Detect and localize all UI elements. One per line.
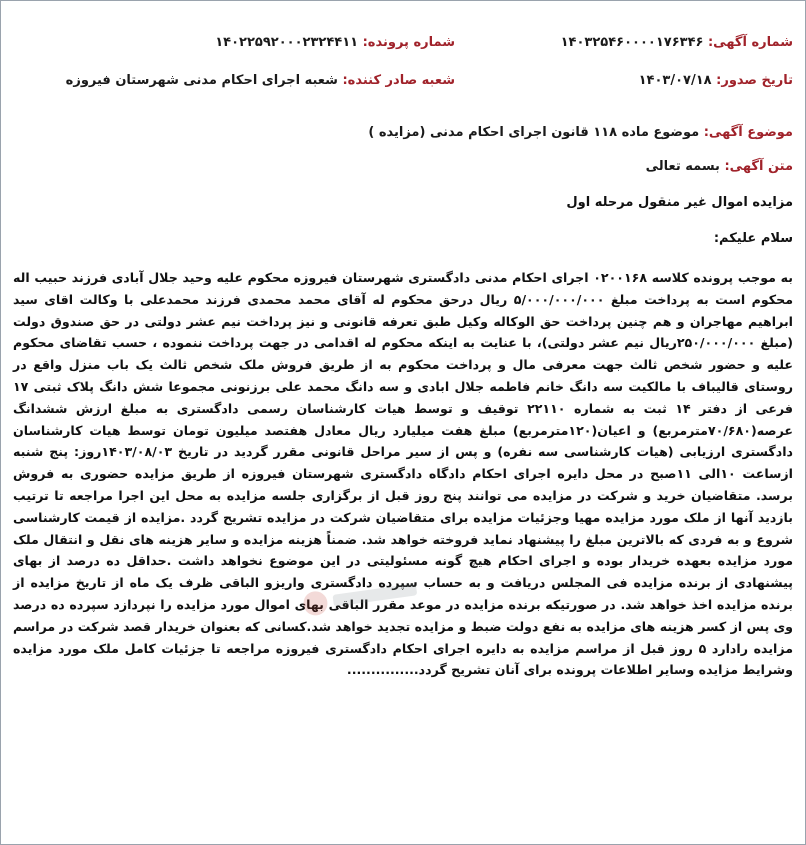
case-number-label: شماره پرونده: <box>362 35 455 50</box>
issue-date-row <box>639 73 793 88</box>
ad-body-text: به موجب پرونده کلاسه ۰۲۰۰۱۶۸ اجرای احکام مدنی دادگستری شهرستان فیروزه محکوم علیه وحید جلال آبادی فرزند حبیب اله محکوم است به پرداخت مبلغ ۵/۰۰۰/۰۰۰/۰۰۰ ریال درحق محکوم له آقای محمد محمدی فرزند محمدعلی با وکالت اقای سید ابراهیم مهاجران و هم چنین پرداخت حق الوکاله وکیل طبق تعرفه قانونی و نیز پرداخت نیم عشر دولتی در حق صندوق دولت (مبلغ ۲۵۰/۰۰۰/۰۰۰ریال نیم عشر دولتی)، با عنایت به اینکه محکوم له اقدامی در جهت پرداخت ننموده ، حسب تقاضای محکوم علیه و حضور شخص ثالث جهت معرفی مال و پرداخت محکوم به از طریق فروش ملک شخص ثالث یک باب منزل واقع در روستای قالیباف با مالکیت سه دانگ خانم فاطمه جلال ابادی و سه دانگ محمد علی برزنونی مجموعا شش دانگ پلاک ثبتی ۱۷ فرعی از دفتر ۱۴ ثبت به شماره ۲۲۱۱۰ توقیف و توسط هیات کارشناسان رسمی دادگستری به مبلغ ارزش ششدانگ عرصه(۷۰/۶۸۰مترمربع) و اعیان(۱۲۰مترمربع) مبلغ هفت میلیارد ریال معادل هفتصد میلیون تومان توسط هیات کارشناسان دادگستری ارزیابی (هیات کارشناسی سه نفره) و پس از سیر مراحل قانونی مقرر گردید در تاریخ ۱۴۰۳/۰۸/۰۳روز: پنج شنبه ازساعت ۱۰الی ۱۱صبح در محل دایره اجرای احکام دادگاه دادگستری شهرستان فیروزه از طریق مزایده حضوری به فروش برسد. متقاضیان خرید و شرکت در مزایده می توانند پنج روز قبل از برگزاری جلسه مزایده به محل این اجرا مراجعه تا ترتیب بازدید آنها از ملک مورد مزایده مهیا وجزئیات مزایده برای متقاضیان شرکت در مزایده تشریح گردد .مزایده از قیمت کارشناسی شروع و به فردی که بالاترین مبلغ را پیشنهاد نماید فروخته خواهد شد. ضمناً هزینه مزایده و سایر هزینه های نقل و انتقال ملک مورد مزایده بعهده خریدار بوده و اجرای احکام هیچ گونه مسئولیتی در این موضوع نخواهد داشت .حداقل ده درصد از بهای پیشنهادی از برنده مزایده فی المجلس دریافت و به حساب سپرده دادگستری واریزو الباقی ظرف یک ماه از تاریخ مزایده از برنده مزایده اخذ خواهد شد. در صورتیکه برنده مزایده در موعد مقرر الباقی بهای اموال مورد مزایده را نپردازد سپرده ده درصد وی پس از کسر هزینه های مزایده به نفع دولت ضبط و مزایده تجدید خواهد شد.کسانی که بعنوان خریدار قصد شرکت در مراسم مزایده رادارد ۵ روز قبل از مراسم مزایده به دایره اجرای احکام دادگستری فیروزه مراجعه تا جزئیات کامل ملک مورد مزایده وشرایط مزایده وسایر اطلاعات پرونده برای آنان تشریح گردد............... <box>13 270 794 678</box>
ad-number-value: ۱۴۰۳۲۵۴۶۰۰۰۰۱۷۶۳۴۶ <box>560 35 704 50</box>
issue-date-label: تاریخ صدور: <box>716 73 793 88</box>
text-row <box>646 159 793 174</box>
text-label: متن آگهی: <box>724 159 793 174</box>
issuer-label: شعبه صادر کننده: <box>342 73 455 88</box>
issuer-value: شعبه اجرای احکام مدنی شهرستان فیروزه <box>65 73 338 88</box>
subject-value: موضوع ماده ۱۱۸ قانون اجرای احکام مدنی (مزایده ) <box>368 125 700 140</box>
subject-row <box>368 125 793 140</box>
issuer-row <box>66 73 455 88</box>
greeting: سلام علیکم: <box>713 231 793 246</box>
auction-title: مزایده اموال غیر منقول مرحله اول <box>566 195 793 210</box>
ad-number-row <box>561 35 793 50</box>
case-number-row <box>215 35 455 50</box>
case-number-value: ۱۴۰۲۲۵۹۲۰۰۰۲۳۲۴۴۱۱ <box>215 35 359 50</box>
subject-label: موضوع آگهی: <box>703 125 793 140</box>
issue-date-value: ۱۴۰۳/۰۷/۱۸ <box>638 73 712 88</box>
basmala: بسمه تعالی <box>645 159 720 174</box>
ad-number-label: شماره آگهی: <box>707 35 793 50</box>
